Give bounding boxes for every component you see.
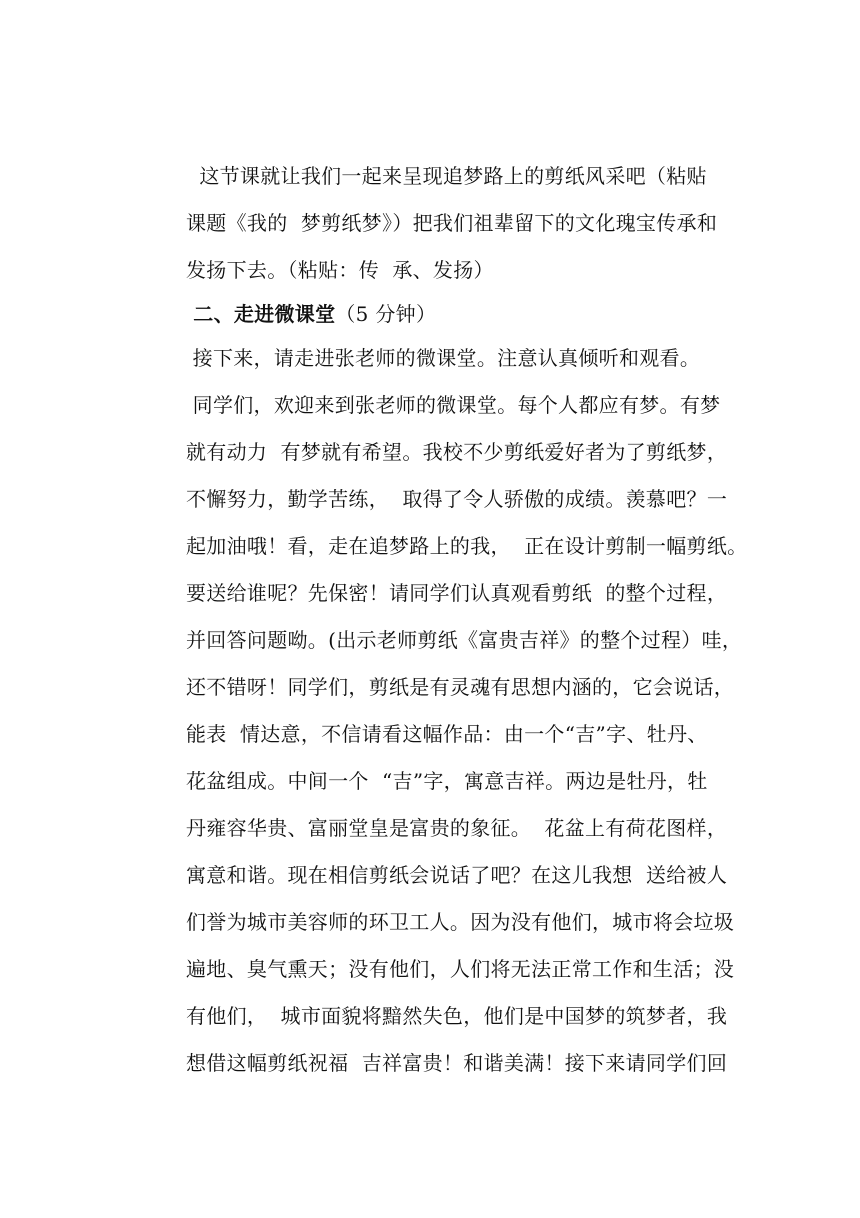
paragraph-main-line: 不懈努力，勤学苦练， 取得了令人骄傲的成绩。羡慕吧？一	[186, 487, 728, 511]
section-heading-duration: （5 分钟）	[335, 302, 437, 326]
paragraph-transition: 接下来，请走进张老师的微课堂。注意认真倾听和观看。	[186, 346, 701, 370]
paragraph-main-line: 想借这幅剪纸祝福 吉祥富贵！和谐美满！接下来请同学们回	[186, 1051, 728, 1075]
section-heading	[186, 302, 436, 326]
paragraph-main-line: 丹雍容华贵、富丽堂皇是富贵的象征。 花盆上有荷花图样，	[186, 816, 728, 840]
paragraph-main-line: 还不错呀！同学们，剪纸是有灵魂有思想内涵的，它会说话，	[186, 675, 735, 699]
paragraph-main-line: 就有动力 有梦就有希望。我校不少剪纸爱好者为了剪纸梦，	[186, 440, 728, 464]
paragraph-main-line: 寓意和谐。现在相信剪纸会说话了吧？在这儿我想 送给被人	[186, 863, 728, 887]
paragraph-main-line: 起加油哦！看，走在追梦路上的我， 正在设计剪制一幅剪纸。	[186, 534, 748, 558]
paragraph-intro-line: 发扬下去。（粘贴：传 承、发扬）	[186, 258, 494, 282]
paragraph-main-line: 同学们，欢迎来到张老师的微课堂。每个人都应有梦。有梦	[186, 393, 721, 417]
paragraph-main-line: 并回答问题呦。(出示老师剪纸《富贵吉祥》的整个过程）哇，	[186, 628, 743, 652]
paragraph-intro-line: 课题《我的 梦剪纸梦》）把我们祖辈留下的文化瑰宝传承和	[186, 211, 718, 235]
paragraph-main-line: 有他们， 城市面貌将黯然失色，他们是中国梦的筑梦者，我	[186, 1004, 728, 1028]
paragraph-main-line: 能表 情达意，不信请看这幅作品：由一个“吉”字、牡丹、	[186, 722, 708, 746]
paragraph-main-line: 花盆组成。中间一个 “吉”字，寓意吉祥。两边是牡丹，牡	[186, 769, 708, 793]
paragraph-main-line: 们誉为城市美容师的环卫工人。因为没有他们，城市将会垃圾	[186, 910, 735, 934]
section-heading-title: 二、走进微课堂	[186, 302, 336, 326]
paragraph-main-line: 要送给谁呢？先保密！请同学们认真观看剪纸 的整个过程，	[186, 581, 728, 605]
paragraph-main-line: 遍地、臭气熏天；没有他们，人们将无法正常工作和生活；没	[186, 957, 735, 981]
paragraph-intro-line: 这节课就让我们一起来呈现追梦路上的剪纸风采吧（粘贴	[186, 164, 707, 188]
